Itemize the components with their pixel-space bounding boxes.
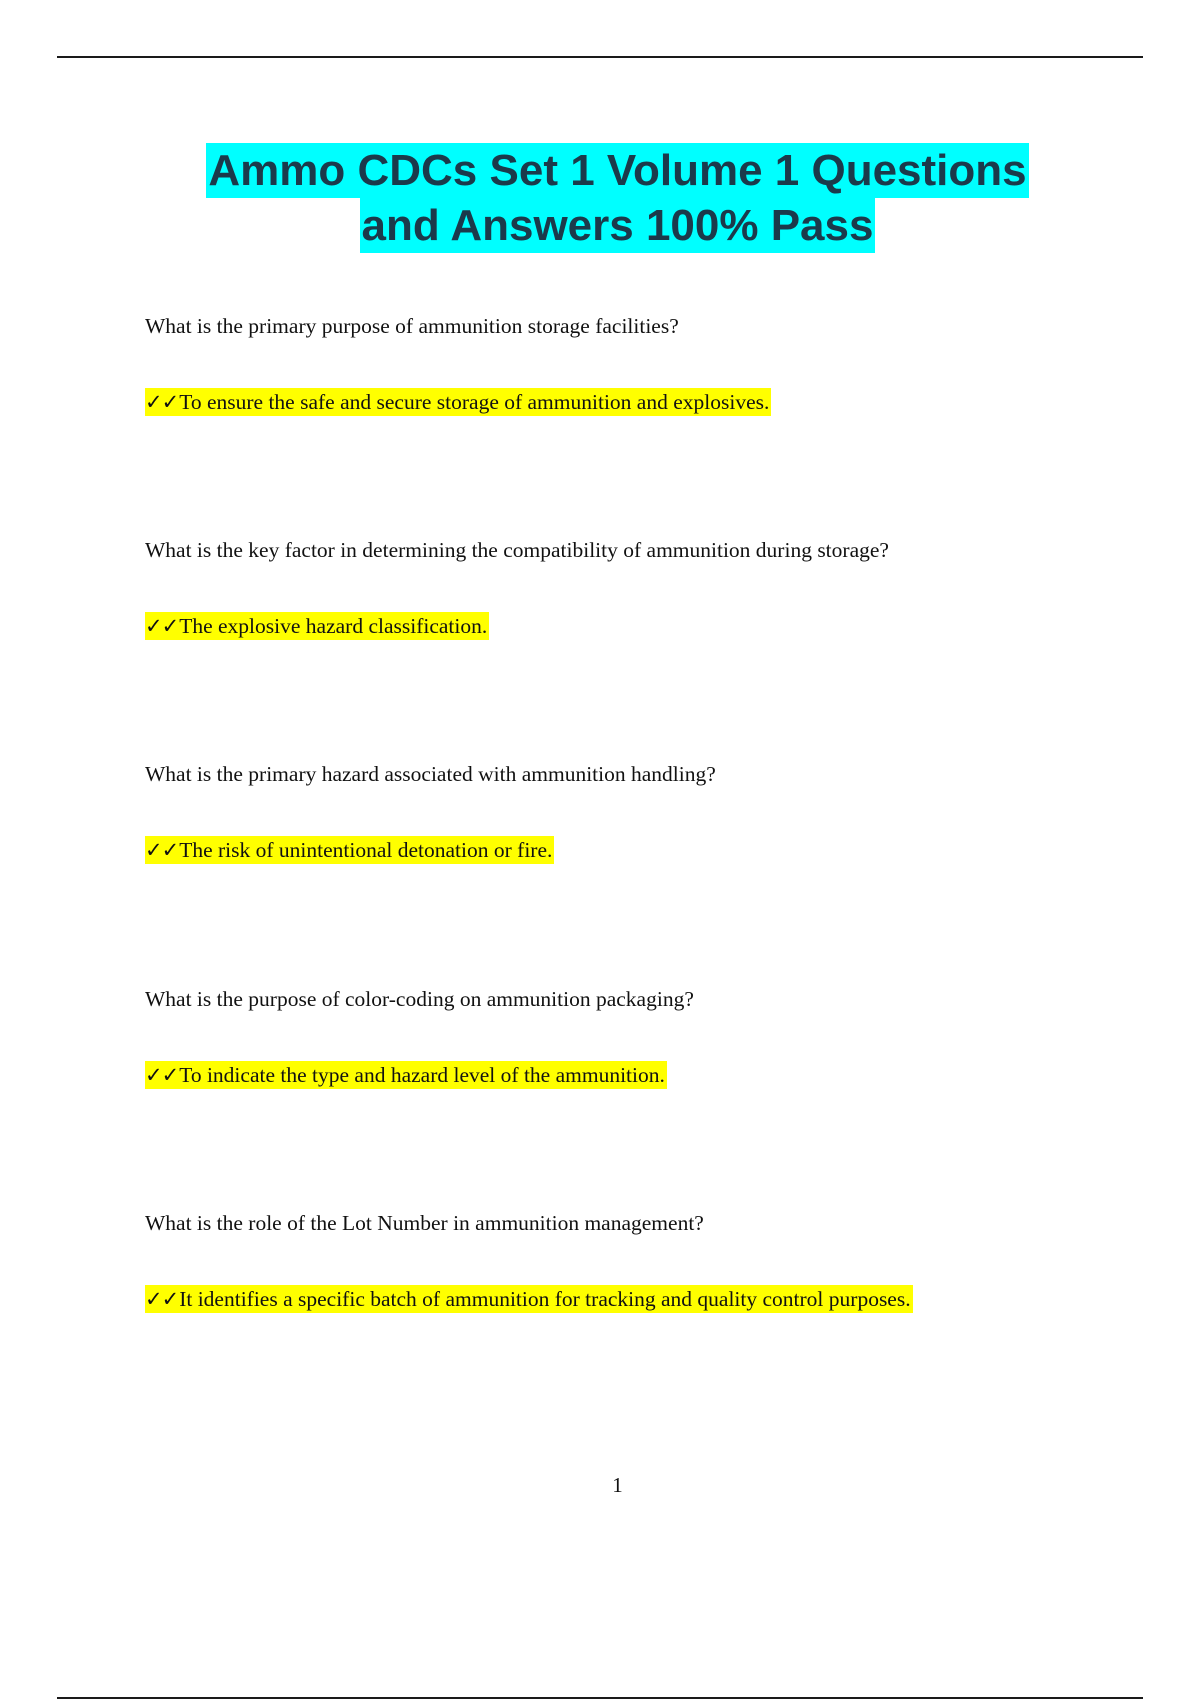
question-text: What is the primary purpose of ammunition storage facilities? [145, 314, 679, 338]
check-icon: ✓✓ [145, 614, 179, 638]
check-icon: ✓✓ [145, 1287, 179, 1311]
title-line-1: Ammo CDCs Set 1 Volume 1 Questions [206, 143, 1028, 198]
check-icon: ✓✓ [145, 838, 179, 862]
answer-label: It identifies a specific batch of ammunition for tracking and quality control purposes. [179, 1287, 911, 1311]
answer-label: The explosive hazard classification. [179, 614, 488, 638]
question-text: What is the purpose of color-coding on ammunition packaging? [145, 987, 694, 1011]
title-line-2: and Answers 100% Pass [360, 198, 876, 253]
check-icon: ✓✓ [145, 1063, 179, 1087]
answer-label: To indicate the type and hazard level of the ammunition. [179, 1063, 665, 1087]
question-text: What is the role of the Lot Number in ammunition management? [145, 1211, 704, 1235]
answer-label: The risk of unintentional detonation or fire. [179, 838, 553, 862]
page-number: 1 [612, 1473, 623, 1497]
answer-label: To ensure the safe and secure storage of ammunition and explosives. [179, 390, 770, 414]
answer-text [145, 836, 554, 864]
answer-text [145, 612, 489, 640]
question-text: What is the key factor in determining the compatibility of ammunition during storage? [145, 538, 889, 562]
footer-rule [57, 1697, 1143, 1699]
question-text: What is the primary hazard associated with ammunition handling? [145, 762, 716, 786]
answer-text [145, 1061, 667, 1089]
header-rule [57, 56, 1143, 58]
answer-text [145, 1285, 913, 1313]
document-title [0, 143, 1200, 253]
answer-text [145, 388, 771, 416]
check-icon: ✓✓ [145, 390, 179, 414]
